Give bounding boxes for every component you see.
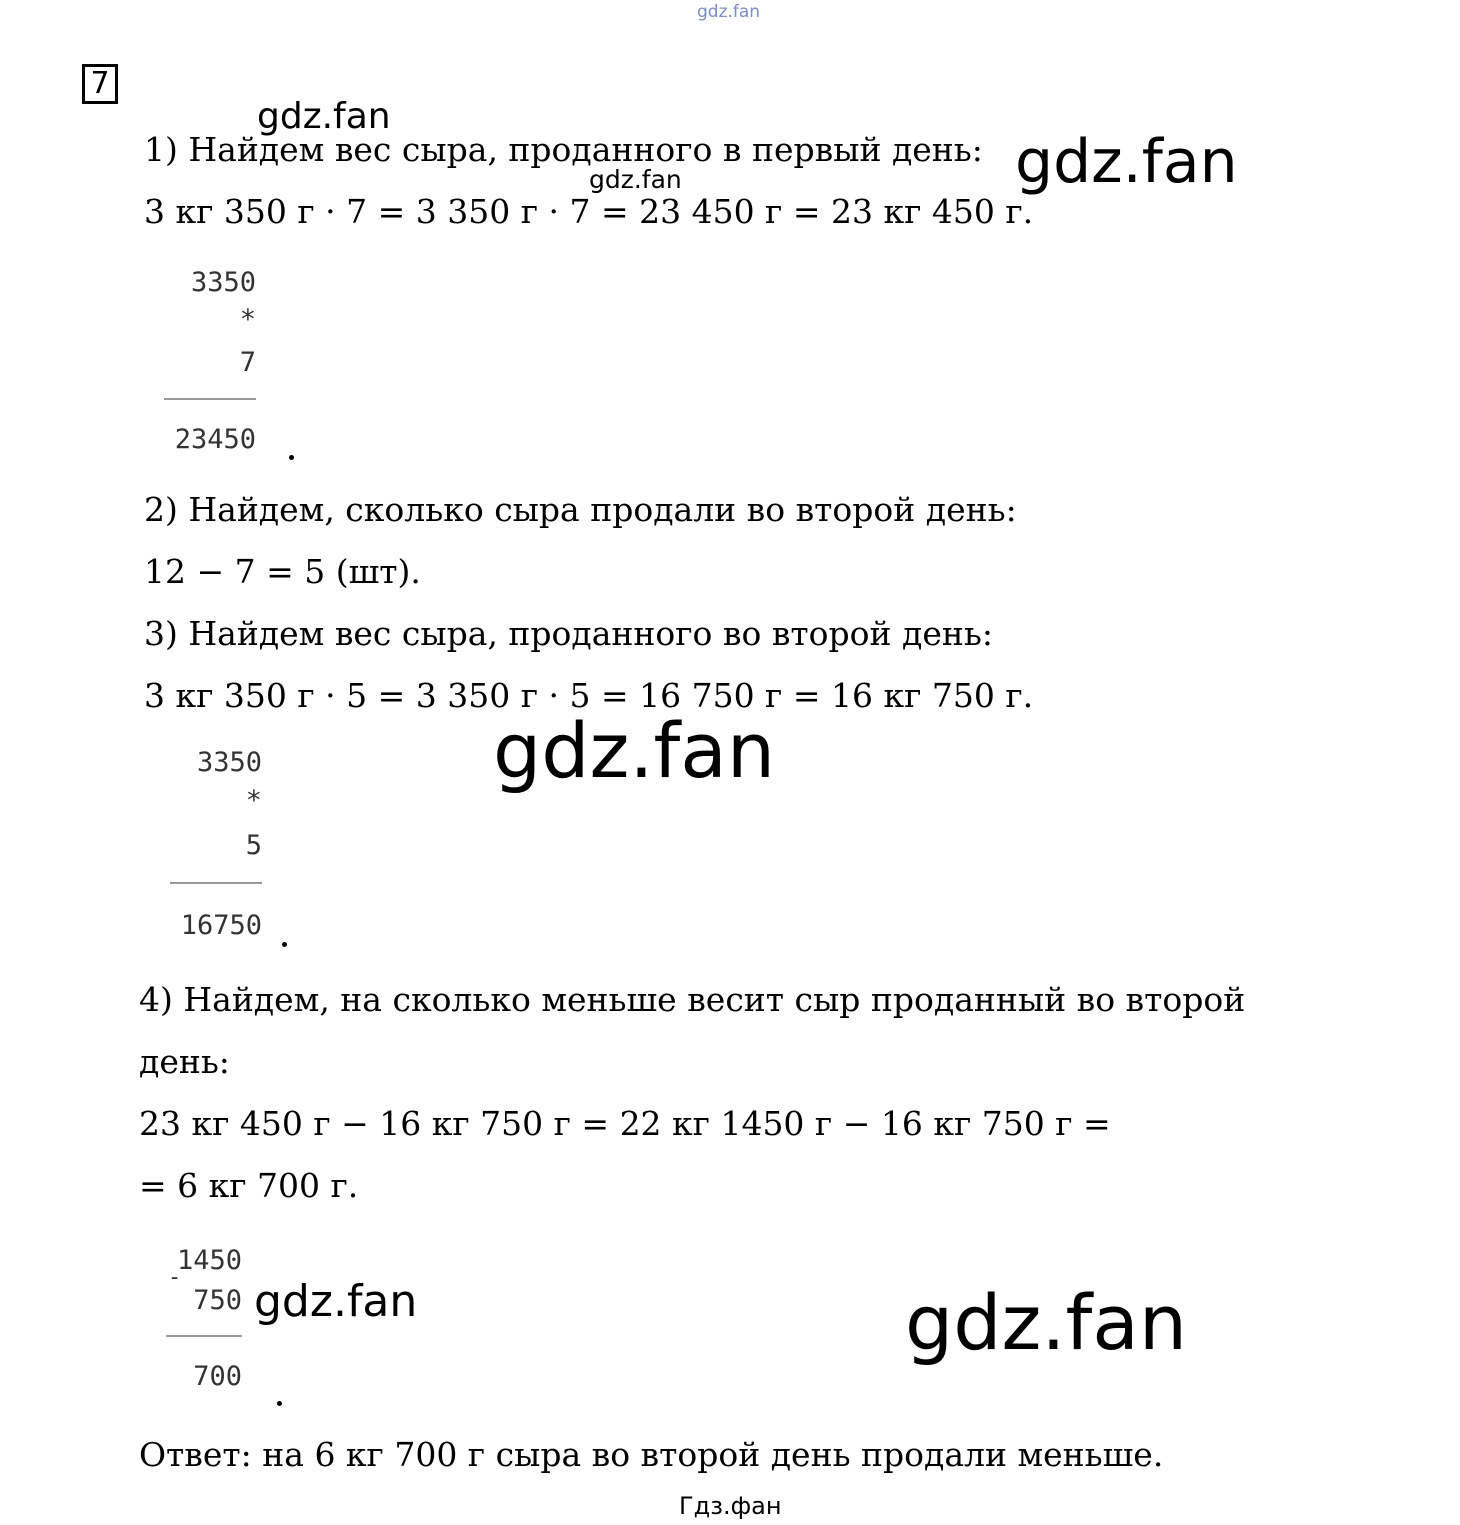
watermark: gdz.fan bbox=[257, 96, 391, 137]
calc-rule bbox=[166, 1335, 242, 1337]
watermark: gdz.fan bbox=[905, 1278, 1188, 1367]
calc-operator: * bbox=[239, 304, 256, 335]
step-1-title: 1) Найдем вес сыра, проданного в первый день: bbox=[144, 130, 983, 169]
step-4-equation: 23 кг 450 г − 16 кг 750 г = 22 кг 1450 г − 16 кг 750 г = bbox=[139, 1104, 1111, 1143]
calc-result: 700 bbox=[193, 1361, 242, 1392]
calc-operand: 3350 bbox=[196, 747, 262, 778]
watermark: gdz.fan bbox=[493, 706, 776, 795]
step-3-title: 3) Найдем вес сыра, проданного во второй день: bbox=[144, 614, 993, 653]
period-dot bbox=[289, 455, 294, 460]
calc-result: 16750 bbox=[180, 910, 262, 941]
step-4-title: 4) Найдем, на сколько меньше весит сыр проданный во второй bbox=[139, 980, 1246, 1019]
step-2-title: 2) Найдем, сколько сыра продали во второй день: bbox=[144, 490, 1017, 529]
watermark: gdz.fan bbox=[254, 1276, 418, 1327]
step-3-equation: 3 кг 350 г · 5 = 3 350 г · 5 = 16 750 г = 16 кг 750 г. bbox=[144, 676, 1034, 715]
answer: Ответ: на 6 кг 700 г сыра во второй день продали меньше. bbox=[139, 1435, 1164, 1474]
calc-operator: - bbox=[168, 1265, 182, 1290]
watermark-top: gdz.fan bbox=[697, 2, 761, 22]
period-dot bbox=[277, 1401, 282, 1406]
calc-rule bbox=[170, 882, 262, 884]
period-dot bbox=[282, 942, 287, 947]
step-4-equation-continued: = 6 кг 700 г. bbox=[139, 1166, 359, 1205]
calc-operand: 3350 bbox=[190, 267, 256, 298]
calc-operand: 750 bbox=[193, 1285, 242, 1316]
calc-operator: * bbox=[245, 785, 262, 816]
calc-result: 23450 bbox=[174, 424, 256, 455]
step-4-title-continued: день: bbox=[139, 1042, 230, 1081]
step-1-equation: 3 кг 350 г · 7 = 3 350 г · 7 = 23 450 г = 23 кг 450 г. bbox=[144, 192, 1034, 231]
calc-operand: 5 bbox=[245, 830, 262, 861]
step-2-equation: 12 − 7 = 5 (шт). bbox=[144, 552, 421, 591]
calc-operand: 1450 bbox=[176, 1245, 242, 1276]
watermark-footer: Гдз.фан bbox=[679, 1492, 782, 1520]
calc-operand: 7 bbox=[239, 347, 256, 378]
watermark: gdz.fan bbox=[589, 165, 682, 194]
watermark: gdz.fan bbox=[1015, 127, 1238, 197]
calc-rule bbox=[164, 398, 256, 400]
task-number: 7 bbox=[82, 64, 118, 104]
